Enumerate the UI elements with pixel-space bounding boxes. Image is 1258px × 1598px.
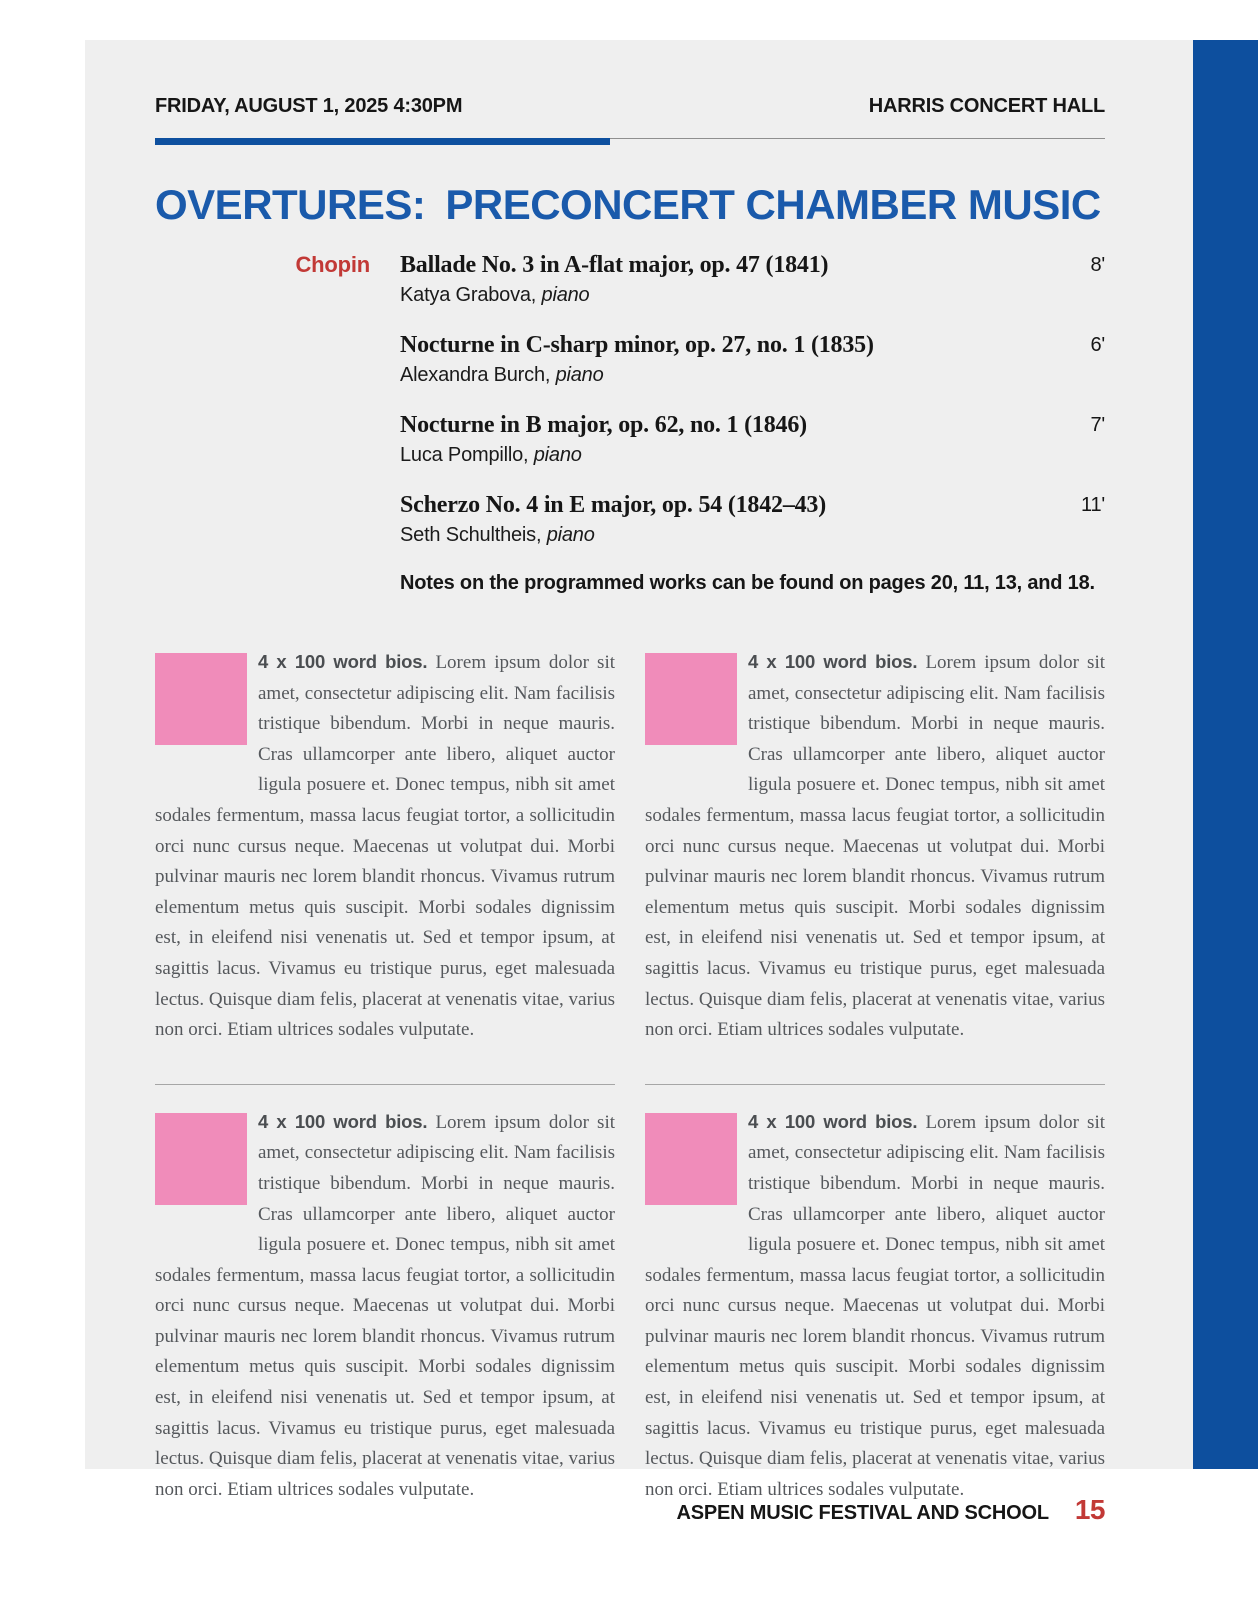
program-work-row: [155, 331, 1105, 388]
program-work-row: [155, 411, 1105, 468]
program-work-row: [155, 491, 1105, 548]
performer-name: Seth Schultheis,: [400, 524, 542, 546]
work-details: [400, 331, 1060, 388]
header-rule: [155, 138, 1105, 145]
program-list: [155, 251, 1105, 595]
page-number: 15: [1074, 1494, 1105, 1525]
page-edge-accent-bar: [1193, 40, 1258, 1469]
work-title: Ballade No. 3 in A-flat major, op. 47 (1841): [400, 252, 829, 278]
bio-block: [645, 647, 1105, 1046]
work-duration: 6': [1090, 334, 1105, 356]
page-title-prefix: OVERTURES:: [155, 181, 426, 228]
composer-name-spacer: [155, 331, 370, 388]
composer-name-spacer: [155, 491, 370, 548]
program-notes: Notes on the programmed works can be found on pages 20, 11, 13, and 18.: [400, 572, 1095, 594]
work-title: Nocturne in C-sharp minor, op. 27, no. 1 (1835): [400, 332, 874, 358]
bio-lead: 4 x 100 word bios.: [748, 651, 918, 672]
work-performer: [400, 362, 1060, 388]
bio-lead: 4 x 100 word bios.: [748, 1110, 918, 1132]
work-duration: 11': [1081, 494, 1105, 516]
bio-lead: 4 x 100 word bios.: [258, 651, 428, 672]
page-header: [155, 95, 1105, 118]
work-details: [400, 411, 1060, 468]
work-performer: [400, 282, 1060, 308]
page-title-main: PRECONCERT CHAMBER MUSIC: [445, 181, 1101, 228]
performer-name: Katya Grabova,: [400, 284, 537, 306]
bio-body: Lorem ipsum dolor sit amet, consectetur adipiscing elit. Nam facilisis tristique bibendum. Morbi in neque mauris. Cras ullamcorper ante libero, aliquet auctor ligula posuere et. Donec tempus, nibh sit amet sodales fermentum, massa lacus feugiat tortor, a sollicitudin orci nunc cursus neque. Maecenas ut volutpat dui. Morbi pulvinar mauris nec lorem blandit rhoncus. Vivamus rutrum elementum metus quis suscipit. Morbi sodales dignissim est, in eleifend nisi venenatis ut. Sed et tempor ipsum, at sagittis lacus. Vivamus eu tristique purus, eget malesuada lectus. Quisque diam felis, placerat at venenatis vitae, varius non orci. Etiam ultrices sodales vulputate.: [155, 652, 616, 1041]
performer-instrument: piano: [546, 524, 595, 546]
bio-photo-placeholder: [155, 653, 247, 745]
work-title: Scherzo No. 4 in E major, op. 54 (1842–43): [400, 492, 827, 518]
bio-block: [155, 1084, 615, 1506]
venue-name: HARRIS CONCERT HALL: [868, 95, 1105, 117]
bio-photo-placeholder: [155, 1113, 247, 1205]
page-footer: [676, 1494, 1105, 1526]
event-datetime: FRIDAY, AUGUST 1, 2025 4:30PM: [155, 95, 463, 117]
header-rule-accent: [155, 138, 610, 145]
program-page: [85, 40, 1193, 1500]
work-details: [400, 251, 1060, 308]
work-details: [400, 491, 1051, 548]
program-work-row: [155, 251, 1105, 308]
festival-brand: ASPEN MUSIC FESTIVAL AND SCHOOL: [676, 1502, 1049, 1524]
work-title: Nocturne in B major, op. 62, no. 1 (1846): [400, 412, 807, 438]
work-duration: 8': [1090, 254, 1105, 276]
bio-lead: 4 x 100 word bios.: [258, 1110, 428, 1132]
work-performer: [400, 442, 1060, 468]
page-title: [155, 181, 1105, 229]
performer-instrument: piano: [533, 444, 582, 466]
bio-body: Lorem ipsum dolor sit amet, consectetur adipiscing elit. Nam facilisis tristique bibendum. Morbi in neque mauris. Cras ullamcorper ante libero, aliquet auctor ligula posuere et. Donec tempus, nibh sit amet sodales fermentum, massa lacus feugiat tortor, a sollicitudin orci nunc cursus neque. Maecenas ut volutpat dui. Morbi pulvinar mauris nec lorem blandit rhoncus. Vivamus rutrum elementum metus quis suscipit. Morbi sodales dignissim est, in eleifend nisi venenatis ut. Sed et tempor ipsum, at sagittis lacus. Vivamus eu tristique purus, eget malesuada lectus. Quisque diam felis, placerat at venenatis vitae, varius non orci. Etiam ultrices sodales vulputate.: [645, 1111, 1106, 1500]
performer-name: Alexandra Burch,: [400, 364, 551, 386]
bio-block: [645, 1084, 1105, 1506]
performer-name: Luca Pompillo,: [400, 444, 529, 466]
bio-block: [155, 647, 615, 1046]
work-duration: 7': [1090, 414, 1105, 436]
performer-instrument: piano: [541, 284, 590, 306]
bio-photo-placeholder: [645, 653, 737, 745]
bio-body: Lorem ipsum dolor sit amet, consectetur adipiscing elit. Nam facilisis tristique bibendum. Morbi in neque mauris. Cras ullamcorper ante libero, aliquet auctor ligula posuere et. Donec tempus, nibh sit amet sodales fermentum, massa lacus feugiat tortor, a sollicitudin orci nunc cursus neque. Maecenas ut volutpat dui. Morbi pulvinar mauris nec lorem blandit rhoncus. Vivamus rutrum elementum metus quis suscipit. Morbi sodales dignissim est, in eleifend nisi venenatis ut. Sed et tempor ipsum, at sagittis lacus. Vivamus eu tristique purus, eget malesuada lectus. Quisque diam felis, placerat at venenatis vitae, varius non orci. Etiam ultrices sodales vulputate.: [155, 1111, 616, 1500]
bio-photo-placeholder: [645, 1113, 737, 1205]
composer-name: Chopin: [295, 252, 370, 277]
work-performer: [400, 522, 1051, 548]
performer-instrument: piano: [555, 364, 604, 386]
bio-body: Lorem ipsum dolor sit amet, consectetur adipiscing elit. Nam facilisis tristique bibendum. Morbi in neque mauris. Cras ullamcorper ante libero, aliquet auctor ligula posuere et. Donec tempus, nibh sit amet sodales fermentum, massa lacus feugiat tortor, a sollicitudin orci nunc cursus neque. Maecenas ut volutpat dui. Morbi pulvinar mauris nec lorem blandit rhoncus. Vivamus rutrum elementum metus quis suscipit. Morbi sodales dignissim est, in eleifend nisi venenatis ut. Sed et tempor ipsum, at sagittis lacus. Vivamus eu tristique purus, eget malesuada lectus. Quisque diam felis, placerat at venenatis vitae, varius non orci. Etiam ultrices sodales vulputate.: [645, 652, 1106, 1041]
bios-section: [155, 647, 1105, 1505]
composer-name-spacer: [155, 411, 370, 468]
